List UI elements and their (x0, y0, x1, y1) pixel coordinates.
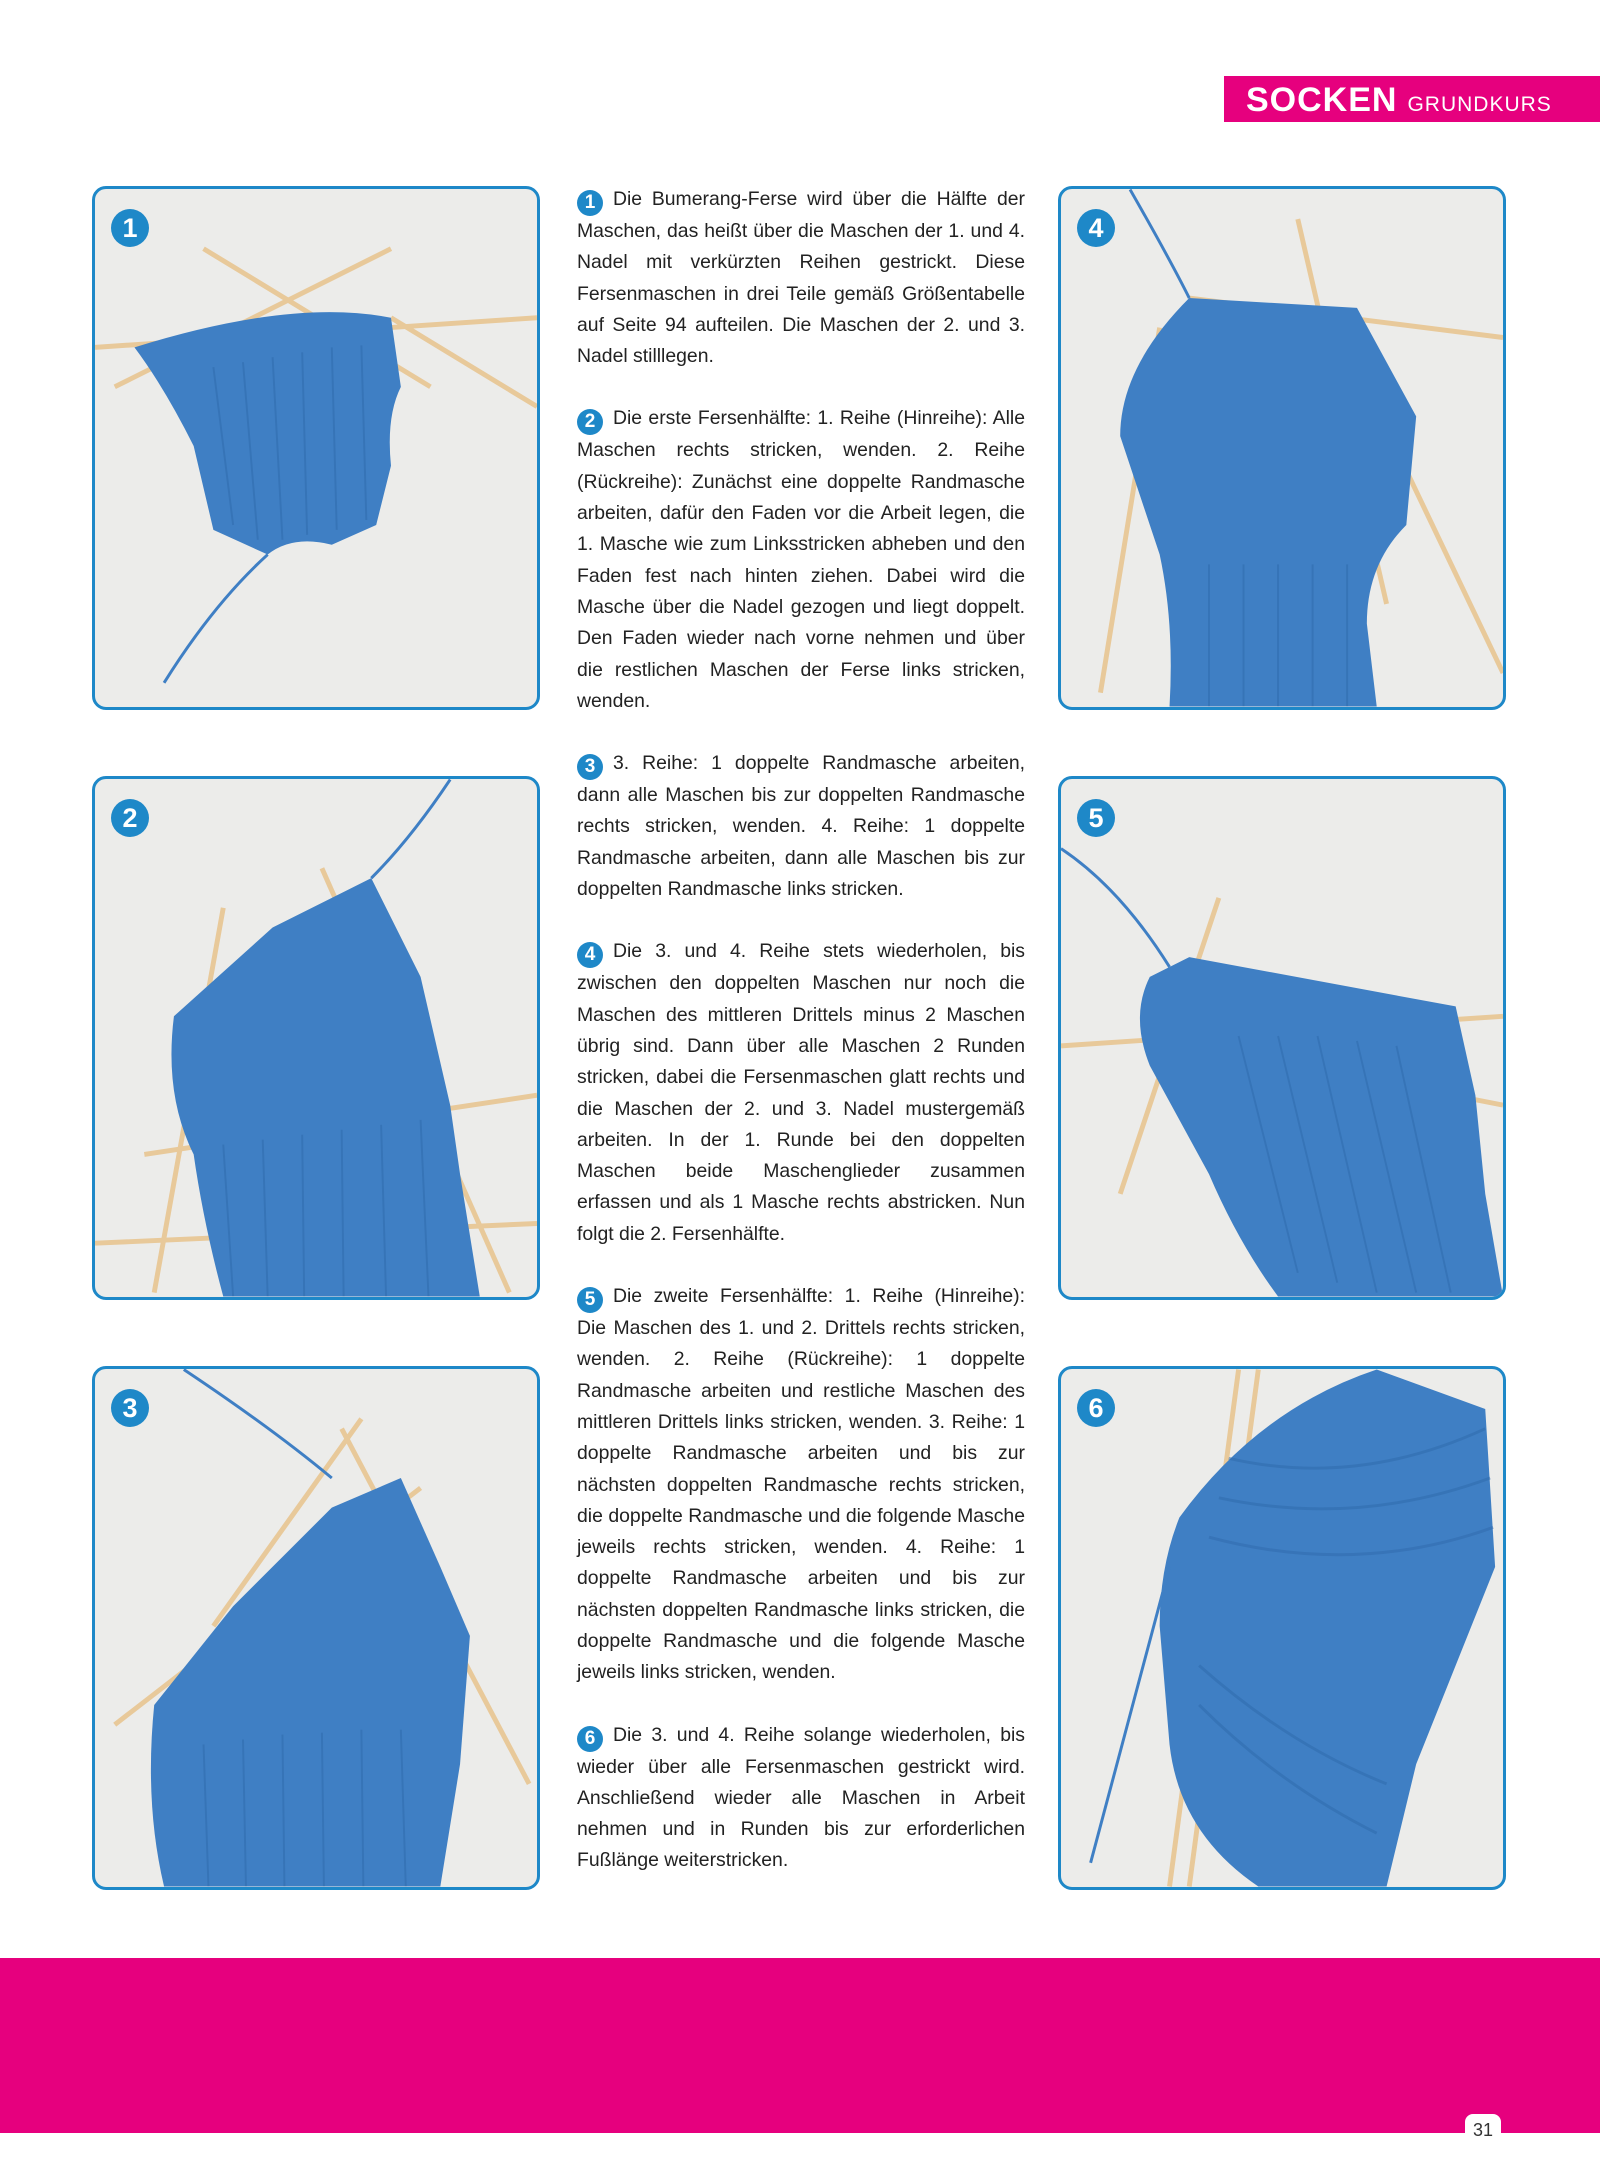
step-number-badge: 1 (577, 190, 603, 216)
photo-number-badge: 6 (1077, 1389, 1115, 1427)
knitting-photo-icon (95, 189, 537, 707)
photo-step-1 (92, 186, 540, 710)
photo-step-2 (92, 776, 540, 1300)
step-number-badge: 5 (577, 1287, 603, 1313)
knitting-photo-icon (1061, 1369, 1503, 1887)
step-text: Die 3. und 4. Reihe stets wiederholen, bis zwischen den doppelten Maschen nur noch die Maschen des mittleren Drittels minus 2 Maschen übrig sind. Dann über alle Maschen 2 Runden stricken, dabei die Fersenmaschen glatt rechts und die Maschen der 2. und 3. Nadel mustergemäß arbeiten. In der 1. Runde bei den doppelten Maschen beide Maschenglieder zusammen erfassen und als 1 Masche rechts abstricken. Nun folgt die 2. Fersenhälfte. (577, 940, 1025, 1245)
instructions-column (577, 184, 1025, 1908)
step-number-badge: 4 (577, 942, 603, 968)
photo-step-6 (1058, 1366, 1506, 1890)
step-text: Die erste Fersenhälfte: 1. Reihe (Hinreihe): Alle Maschen rechts stricken, wenden. 2. Reihe (Rückreihe): Zunächst eine doppelte Randmasche arbeiten, dafür den Faden vor die Arbeit legen, die 1. Masche wie zum Linksstricken abheben und den Faden fest nach hinten ziehen. Dabei wird die Masche über die Nadel gezogen und liegt doppelt. Den Faden wieder nach vorne nehmen und über die restlichen Maschen der Ferse links stricken, wenden. (577, 407, 1025, 712)
step-number-badge: 2 (577, 409, 603, 435)
knitting-photo-icon (95, 779, 537, 1297)
photo-number-badge: 5 (1077, 799, 1115, 837)
step-4 (577, 936, 1025, 1250)
step-2 (577, 403, 1025, 717)
photo-number-badge: 3 (111, 1389, 149, 1427)
photo-step-3 (92, 1366, 540, 1890)
step-6 (577, 1720, 1025, 1877)
step-text: Die zweite Fersenhälfte: 1. Reihe (Hinreihe): Die Maschen des 1. und 2. Drittels rechts stricken, wenden. 2. Reihe (Rückreihe): 1 doppelte Randmasche arbeiten und restliche Maschen des mittleren Drittels links stricken, wenden. 3. Reihe: 1 doppelte Randmasche arbeiten und bis zur nächsten doppelten Randmasche rechts stricken, die doppelte Randmasche und die folgende Masche jeweils rechts stricken, wenden. 4. Reihe: 1 doppelte Randmasche arbeiten und bis zur nächsten doppelten Randmasche links stricken, die doppelte Randmasche und die folgende Masche jeweils links stricken, wenden. (577, 1285, 1025, 1684)
step-3 (577, 748, 1025, 905)
step-number-badge: 3 (577, 754, 603, 780)
photo-number-badge: 1 (111, 209, 149, 247)
knitting-photo-icon (1061, 189, 1503, 707)
page-number-text: 31 (1472, 2120, 1494, 2140)
photo-step-5 (1058, 776, 1506, 1300)
step-5 (577, 1281, 1025, 1689)
photo-number-badge: 2 (111, 799, 149, 837)
knitting-photo-icon (1061, 779, 1503, 1297)
page-number (1465, 2114, 1501, 2162)
photo-step-4 (1058, 186, 1506, 710)
footer-bar (0, 1958, 1600, 2133)
step-text: Die Bumerang-Ferse wird über die Hälfte der Maschen, das heißt über die Maschen der 1. und 4. Nadel mit verkürzten Reihen gestrickt. Diese Fersenmaschen in drei Teile gemäß Größentabelle auf Seite 94 aufteilen. Die Maschen der 2. und 3. Nadel stilllegen. (577, 188, 1025, 368)
step-text: 3. Reihe: 1 doppelte Randmasche arbeiten, dann alle Maschen bis zur doppelten Randmasche rechts stricken, wenden. 4. Reihe: 1 doppelte Randmasche arbeiten, dann alle Maschen bis zur doppelten Randmasche links stricken. (577, 752, 1025, 901)
step-1 (577, 184, 1025, 372)
section-header (1224, 76, 1600, 122)
step-text: Die 3. und 4. Reihe solange wiederholen, bis wieder über alle Fersenmaschen gestrickt wird. Anschließend wieder alle Maschen in Arbeit nehmen und in Runden bis zur erforderlichen Fußlänge weiterstricken. (577, 1723, 1025, 1872)
knitting-photo-icon (95, 1369, 537, 1887)
section-title: SOCKEN (1246, 81, 1398, 119)
photo-number-badge: 4 (1077, 209, 1115, 247)
section-subtitle: GRUNDKURS (1407, 93, 1552, 116)
step-number-badge: 6 (577, 1726, 603, 1752)
